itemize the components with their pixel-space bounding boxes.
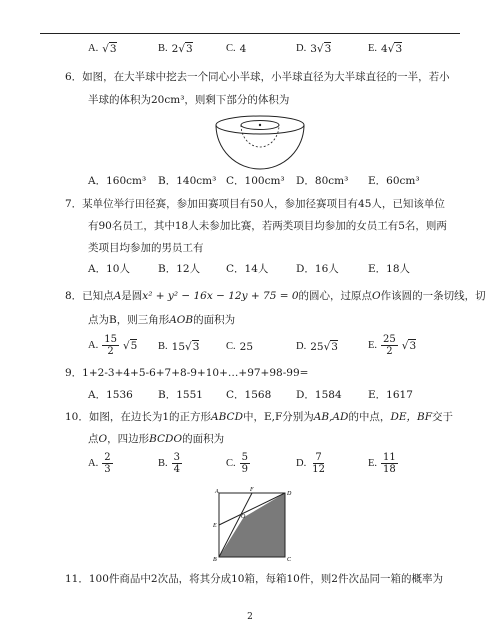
q7-line1: 7．某单位举行田径赛，参加田赛项目有50人，参加径赛项目有45人，已知该单位 [65, 198, 445, 210]
q7-line2: 有90名员工，其中18人未参加比赛，若两类项目均参加的女员工有5名，则两 [88, 220, 447, 232]
q6-option-a: A．160cm³ [88, 175, 147, 187]
q11-line1: 11．100件商品中2次品，将其分成10箱，每箱10件，则2件次品同一箱的概率为 [65, 573, 443, 585]
q7-option-e: E．18人 [368, 263, 411, 275]
q6-option-c: C．100cm³ [226, 175, 285, 187]
q9-option-b: B．1551 [158, 389, 203, 401]
q8-option-a: A. $\frac{15}{2}$ √5 [88, 334, 138, 357]
option-a: A. √3 [88, 43, 117, 55]
q7-line3: 类项目均参加的男员工有 [88, 242, 204, 254]
q10-option-c: C. $\frac{5}{9}$ [226, 452, 249, 475]
q9-option-c: C．1568 [226, 389, 272, 401]
top-rule [40, 33, 460, 34]
q10-option-d: D. $\frac{7}{12}$ [296, 452, 325, 475]
option-b: B. 2√3 [158, 43, 193, 55]
q8-line1: 8．已知点A是圆x² + y² − 16x − 12y + 75 = 0的圆心，过原点O作该圆的一条切线，切 [65, 290, 486, 302]
q10-option-a: A. $\frac{2}{3}$ [88, 452, 111, 475]
q8-option-e: E. $\frac{25}{2}$ √3 [368, 334, 417, 357]
label-a: A [215, 489, 219, 495]
q10-line2: 点O，四边形BCDO的面积为 [88, 433, 225, 445]
q10-option-e: E. $\frac{11}{18}$ [368, 452, 396, 475]
label-c: C [287, 557, 292, 563]
q8-option-c: C. 25 [226, 341, 254, 353]
option-d: D. 3√3 [296, 43, 332, 55]
square-figure [205, 485, 305, 565]
q6-option-d: D．80cm³ [296, 175, 349, 187]
hemisphere-figure [210, 113, 310, 171]
q9-option-e: E．1617 [368, 389, 413, 401]
q8-option-d: D. 25√3 [296, 341, 338, 353]
label-f: F [250, 487, 254, 493]
option-e: E. 4√3 [368, 43, 403, 55]
label-d: D [287, 491, 292, 497]
label-b: B [213, 557, 217, 563]
page-number: 2 [247, 612, 253, 622]
q7-option-d: D．16人 [296, 263, 339, 275]
q7-option-a: A．10人 [88, 263, 130, 275]
q7-options [88, 262, 468, 292]
q10-options [88, 452, 468, 482]
q8-options [88, 334, 468, 364]
q9-line1: 9．1+2-3+4+5-6+7+8-9+10+…+97+98-99= [65, 367, 309, 379]
q6-option-b: B．140cm³ [158, 175, 217, 187]
label-o: O [241, 514, 246, 520]
option-c: C. 4 [226, 43, 247, 55]
label-e: E [213, 523, 217, 529]
q9-option-a: A．1536 [88, 389, 133, 401]
q7-option-c: C．14人 [226, 263, 269, 275]
q10-line1: 10．如图，在边长为1的正方形ABCD中，E,F分别为AB,AD的中点，DE，BF交于 [65, 411, 454, 423]
q6-line2: 半球的体积为20cm³，则剩下部分的体积为 [88, 94, 290, 106]
q10-option-b: B. $\frac{3}{4}$ [158, 452, 181, 475]
q6-option-e: E．60cm³ [368, 175, 420, 187]
header-options [88, 42, 468, 72]
q8-option-b: B. 15√3 [158, 341, 200, 353]
q6-line1: 6．如图，在大半球中挖去一个同心小半球，小半球直径为大半球直径的一半，若小 [65, 71, 450, 83]
q8-line2: 点为B，则三角形AOB的面积为 [88, 314, 236, 326]
q9-option-d: D．1584 [296, 389, 342, 401]
q7-option-b: B．12人 [158, 263, 201, 275]
